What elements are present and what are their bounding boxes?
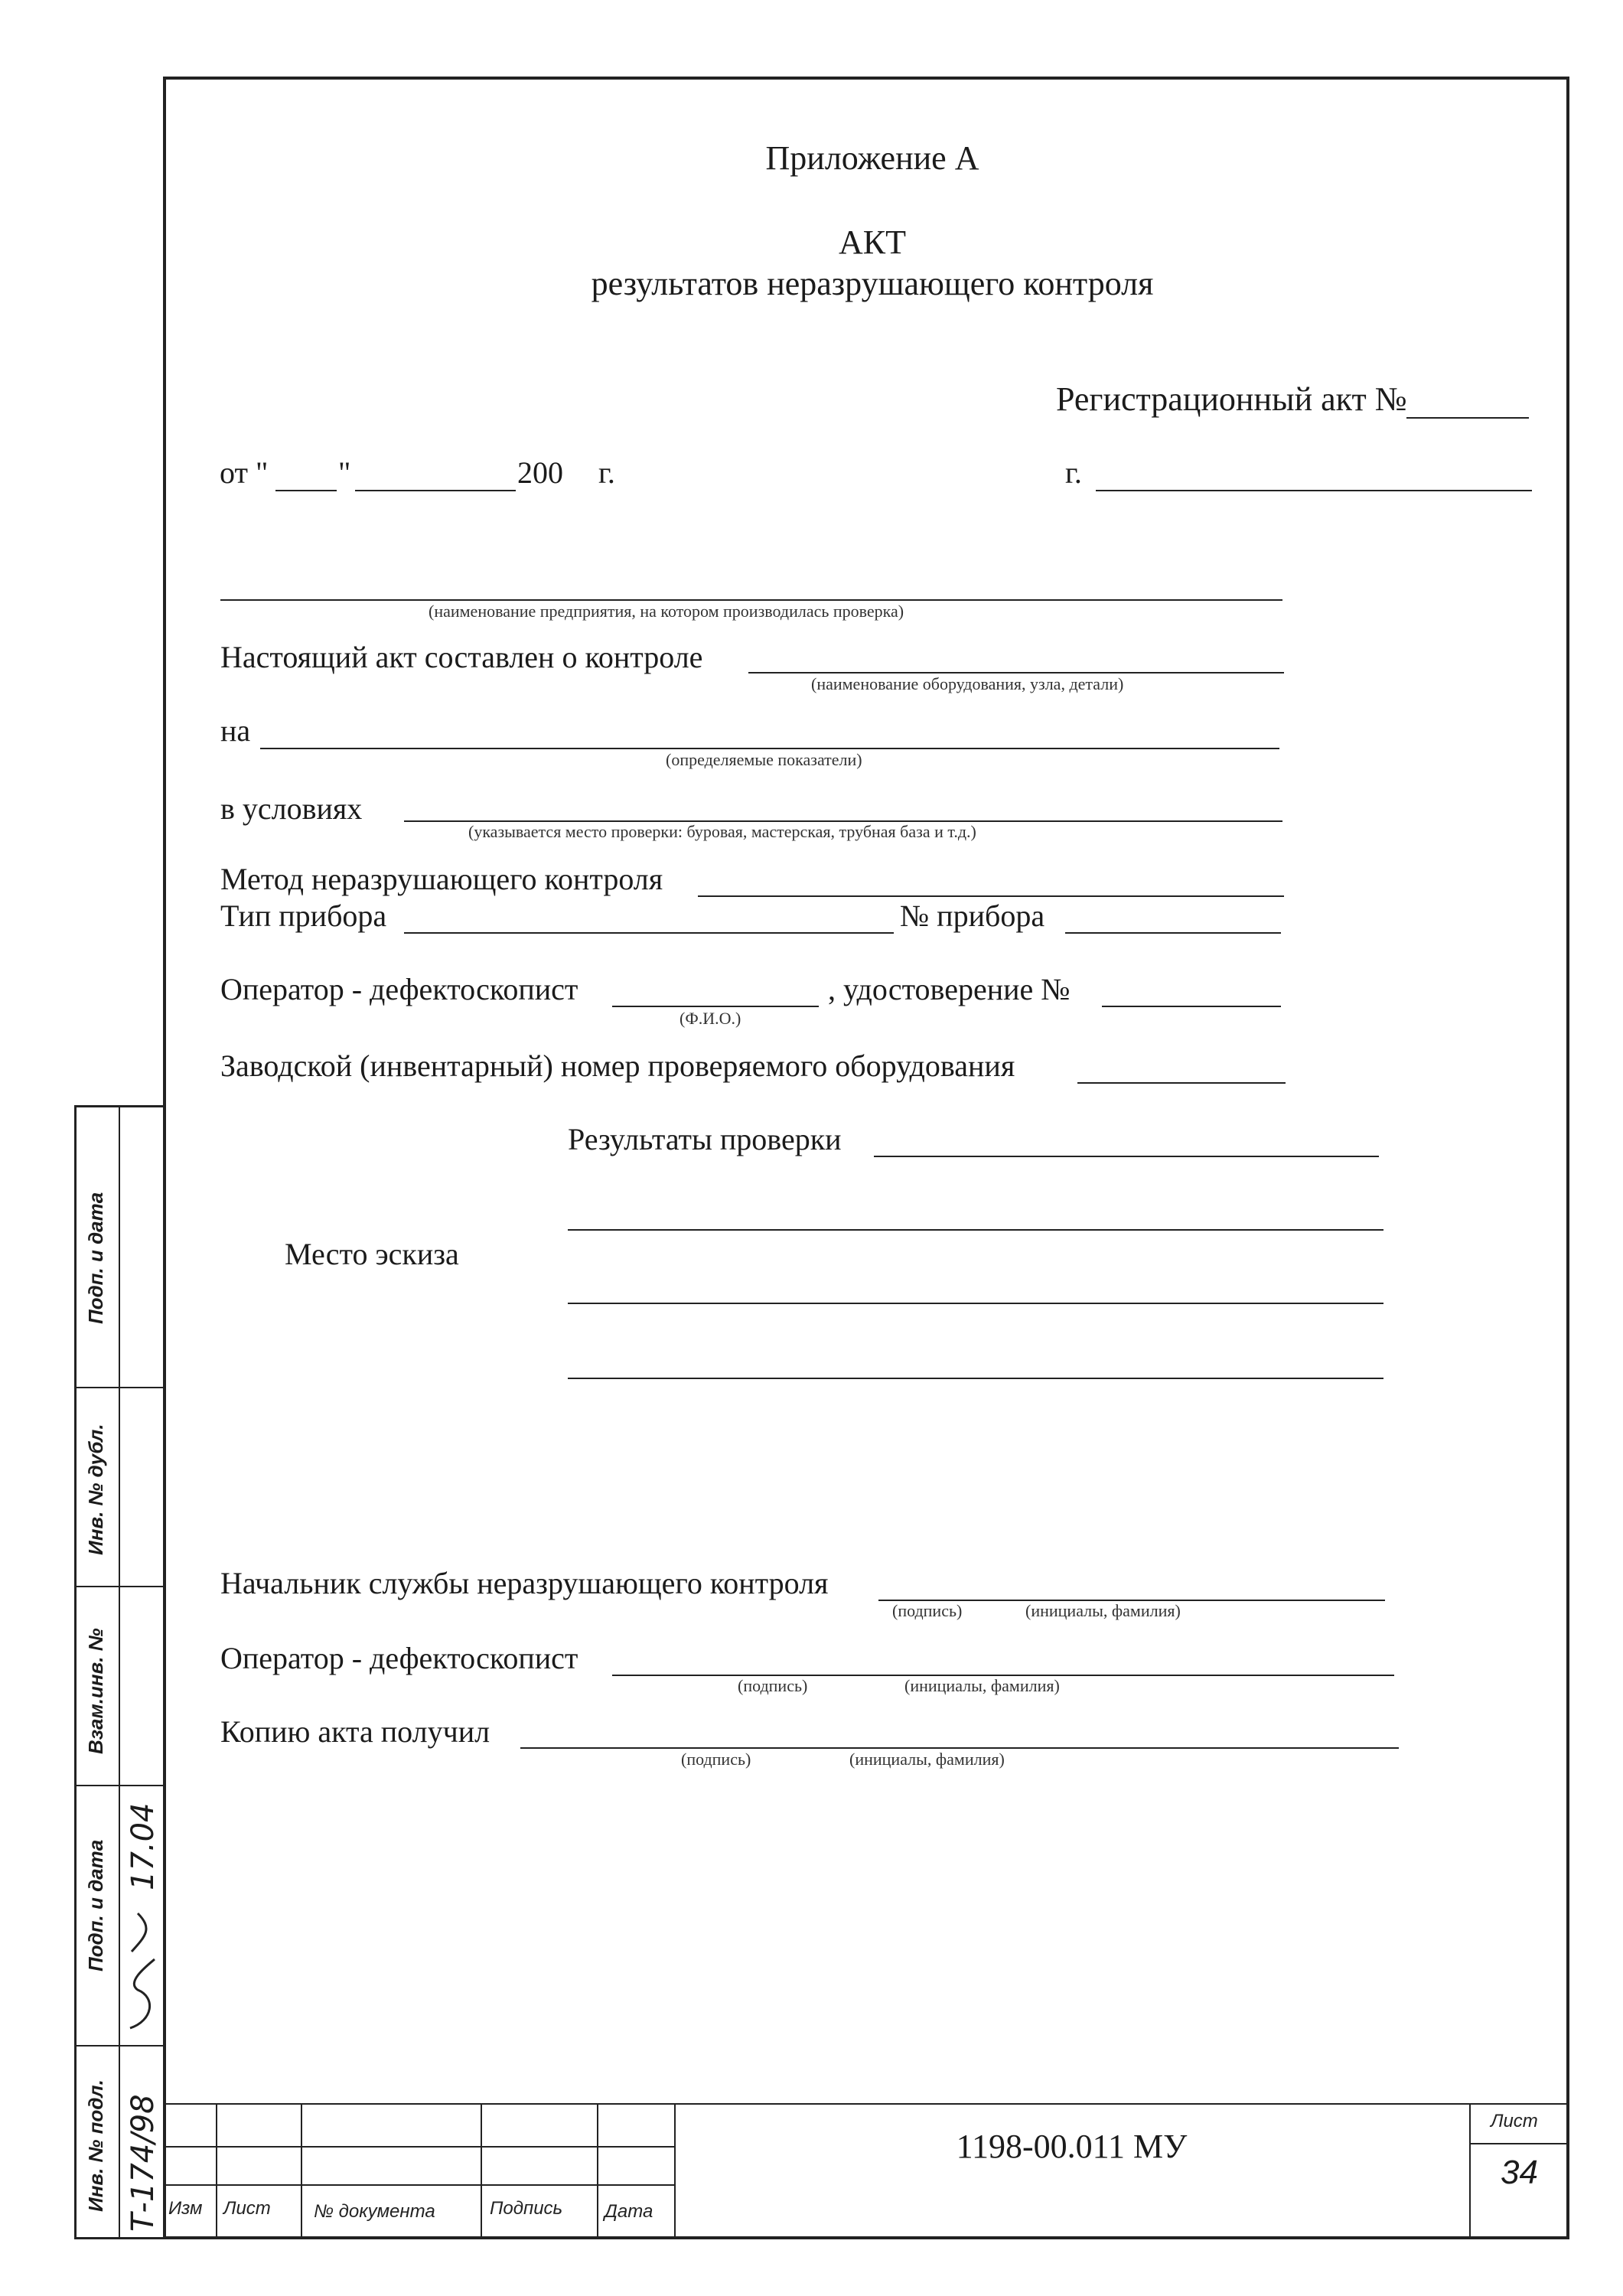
handwritten-date: 17.04 xyxy=(125,1802,161,1890)
city-label: г. xyxy=(1065,455,1082,490)
side-label-sign-date-1: Подп. и дата xyxy=(84,1192,107,1324)
indicators-label: на xyxy=(220,713,251,748)
conditions-caption: (указывается место проверки: буровая, мастерская, трубная база и т.д.) xyxy=(468,822,976,841)
date-month-field[interactable] xyxy=(355,490,516,491)
registration-label: Регистрационный акт № xyxy=(1056,380,1407,418)
side-divider-2 xyxy=(74,1586,166,1587)
certificate-label: , удостоверение № xyxy=(828,972,1071,1006)
date-from-label: от " xyxy=(220,455,269,490)
document-code: 1198-00.011 МУ xyxy=(956,2128,1188,2165)
indicators-caption: (определяемые показатели) xyxy=(666,750,862,769)
title-col-4 xyxy=(597,2103,598,2239)
results-label: Результаты проверки xyxy=(568,1122,842,1156)
control-caption: (наименование оборудования, узла, детали) xyxy=(811,674,1124,693)
sketch-area-label: Место эскиза xyxy=(285,1237,459,1271)
handwritten-inventory: Т-174/98 xyxy=(125,2094,161,2232)
col-label-sheet: Лист xyxy=(223,2198,271,2219)
sheet-label: Лист xyxy=(1491,2111,1538,2131)
side-label-orig-inv: Инв. № подл. xyxy=(84,2079,107,2212)
side-label-dup-inv: Инв. № дубл. xyxy=(84,1424,107,1555)
results-field-3[interactable] xyxy=(568,1303,1383,1304)
side-label-sign-date-2: Подп. и дата xyxy=(84,1839,107,1971)
date-day-field[interactable] xyxy=(275,490,337,491)
operator-label: Оператор - дефектоскопист xyxy=(220,972,578,1006)
document-subtitle: результатов неразрушающего контроля xyxy=(591,265,1154,302)
col-label-date: Дата xyxy=(605,2201,653,2222)
sheet-cell-divider xyxy=(1469,2143,1569,2144)
method-label: Метод неразрушающего контроля xyxy=(220,862,663,896)
date-year: 200 xyxy=(517,455,563,490)
signature-caption-chief-2: (инициалы, фамилия) xyxy=(1025,1601,1181,1620)
results-field-4[interactable] xyxy=(568,1378,1383,1379)
operator-name-field[interactable] xyxy=(612,1006,819,1007)
results-field-2[interactable] xyxy=(568,1229,1383,1231)
col-label-change: Изм xyxy=(168,2198,203,2219)
appendix-label: Приложение А xyxy=(765,139,979,177)
certificate-field[interactable] xyxy=(1102,1006,1281,1007)
device-type-field[interactable] xyxy=(404,932,894,934)
device-type-label: Тип прибора xyxy=(220,899,387,933)
enterprise-caption: (наименование предприятия, на котором производилась проверка) xyxy=(429,602,904,621)
signature-caption-copy-1: (подпись) xyxy=(681,1750,751,1769)
side-divider-4 xyxy=(74,2045,166,2047)
title-col-5 xyxy=(674,2103,676,2239)
control-label: Настоящий акт составлен о контроле xyxy=(220,640,703,674)
col-label-signature: Подпись xyxy=(490,2198,563,2219)
col-label-doc-number: № документа xyxy=(314,2201,435,2222)
title-block-top xyxy=(163,2103,1569,2105)
serial-field[interactable] xyxy=(1077,1082,1286,1084)
signature-field-copy[interactable] xyxy=(520,1747,1399,1749)
enterprise-field[interactable] xyxy=(220,599,1282,601)
title-col-3 xyxy=(481,2103,482,2239)
side-divider-1 xyxy=(74,1387,166,1388)
signature-caption-operator-2: (инициалы, фамилия) xyxy=(904,1676,1060,1695)
serial-label: Заводской (инвентарный) номер проверяемого оборудования xyxy=(220,1049,1015,1083)
title-col-2 xyxy=(301,2103,302,2239)
date-quote: " xyxy=(338,455,351,490)
conditions-label: в условиях xyxy=(220,791,363,826)
side-divider-vertical xyxy=(119,1105,120,2239)
device-number-field[interactable] xyxy=(1065,932,1281,934)
results-field-1[interactable] xyxy=(874,1156,1379,1157)
signature-label-copy: Копию акта получил xyxy=(220,1714,490,1749)
control-field[interactable] xyxy=(748,672,1284,673)
side-label-repl-inv: Взам.инв. № xyxy=(84,1628,107,1754)
signature-label-chief: Начальник службы неразрушающего контроля xyxy=(220,1566,829,1600)
operator-caption: (Ф.И.О.) xyxy=(680,1009,741,1028)
device-number-label: № прибора xyxy=(900,899,1045,933)
city-field[interactable] xyxy=(1096,490,1532,491)
document-title: АКТ xyxy=(839,223,906,261)
sheet-number: 34 xyxy=(1501,2154,1538,2191)
signature-label-operator: Оператор - дефектоскопист xyxy=(220,1641,578,1675)
registration-number-field[interactable] xyxy=(1406,417,1529,419)
method-field[interactable] xyxy=(698,895,1284,897)
signature-caption-chief-1: (подпись) xyxy=(892,1601,963,1620)
signature-caption-operator-1: (подпись) xyxy=(738,1676,808,1695)
indicators-field[interactable] xyxy=(260,748,1279,749)
handwritten-signature xyxy=(122,1906,164,2036)
signature-caption-copy-2: (инициалы, фамилия) xyxy=(849,1750,1005,1769)
title-col-1 xyxy=(216,2103,217,2239)
date-year-suffix: г. xyxy=(598,455,615,490)
side-divider-3 xyxy=(74,1785,166,1786)
